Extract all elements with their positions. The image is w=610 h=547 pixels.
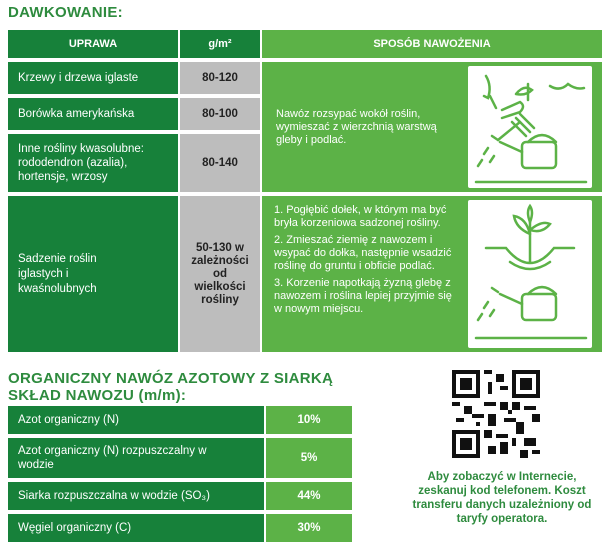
row-crop: Sadzenie roślin iglastych i kwaśnolubnych (8, 196, 178, 352)
method-block-2 (262, 196, 602, 352)
composition-title (8, 370, 333, 404)
composition-value: 30% (266, 514, 352, 542)
header-method: SPOSÓB NAWOŻENIA (262, 30, 602, 58)
qr-code[interactable] (452, 370, 540, 458)
qr-instruction-text: Aby zobaczyć w Internecie, zeskanuj kod telefonem. Koszt transferu danych uzależniony od taryfy operatora. (412, 471, 592, 525)
composition-value: 5% (266, 438, 352, 478)
method-block-1 (262, 62, 602, 192)
composition-value: 10% (266, 406, 352, 434)
watering-can-icon (468, 278, 592, 348)
composition-title-line1: ORGANICZNY NAWÓZ AZOTOWY Z SIARKĄ (8, 370, 334, 387)
row-crop: Borówka amerykańska (8, 98, 178, 130)
method-steps (274, 204, 462, 316)
method-step: 2. Zmieszać ziemię z nawozem i wsypać do dołka, następnie wsadzić roślinę do gruntu i obficie podlać. (274, 234, 452, 272)
row-dose: 80-100 (180, 98, 260, 130)
seedling-planting-icon (468, 200, 592, 280)
composition-title-line2: SKŁAD NAWOZU (m/m): (8, 387, 187, 404)
row-crop: Krzewy i drzewa iglaste (8, 62, 178, 94)
row-crop: Inne rośliny kwasolubne: rododendron (azalia), hortensje, wrzosy (8, 134, 178, 192)
composition-value: 44% (266, 482, 352, 510)
method-step: 1. Pogłębić dołek, w którym ma być bryła korzeniowa sadzonej rośliny. (274, 204, 447, 229)
header-crop: UPRAWA (8, 30, 178, 58)
qr-code-icon (452, 370, 540, 458)
header-unit: g/m² (180, 30, 260, 58)
composition-name: Węgiel organiczny (C) (8, 514, 264, 542)
composition-name: Azot organiczny (N) (8, 406, 264, 434)
watering-can-icon (468, 126, 592, 188)
icon-panel (468, 66, 592, 188)
icon-panel (468, 200, 592, 348)
composition-name: Azot organiczny (N) rozpuszczalny w wodzie (8, 438, 264, 478)
method-step: 3. Korzenie napotkają żyzną glebę z nawozem i roślina lepiej przyjmie się w nowym miejscu. (274, 277, 452, 315)
dosage-title: DAWKOWANIE: (8, 4, 123, 21)
row-dose: 50-130 w zależności od wielkości rośliny (180, 196, 260, 352)
composition-name: Siarka rozpuszczalna w wodzie (SO₃) (8, 482, 264, 510)
method-text-1: Nawóz rozsypać wokół roślin, wymieszać z wierzchnią warstwą gleby i podlać. (276, 108, 437, 146)
row-dose: 80-140 (180, 134, 260, 192)
row-dose: 80-120 (180, 62, 260, 94)
